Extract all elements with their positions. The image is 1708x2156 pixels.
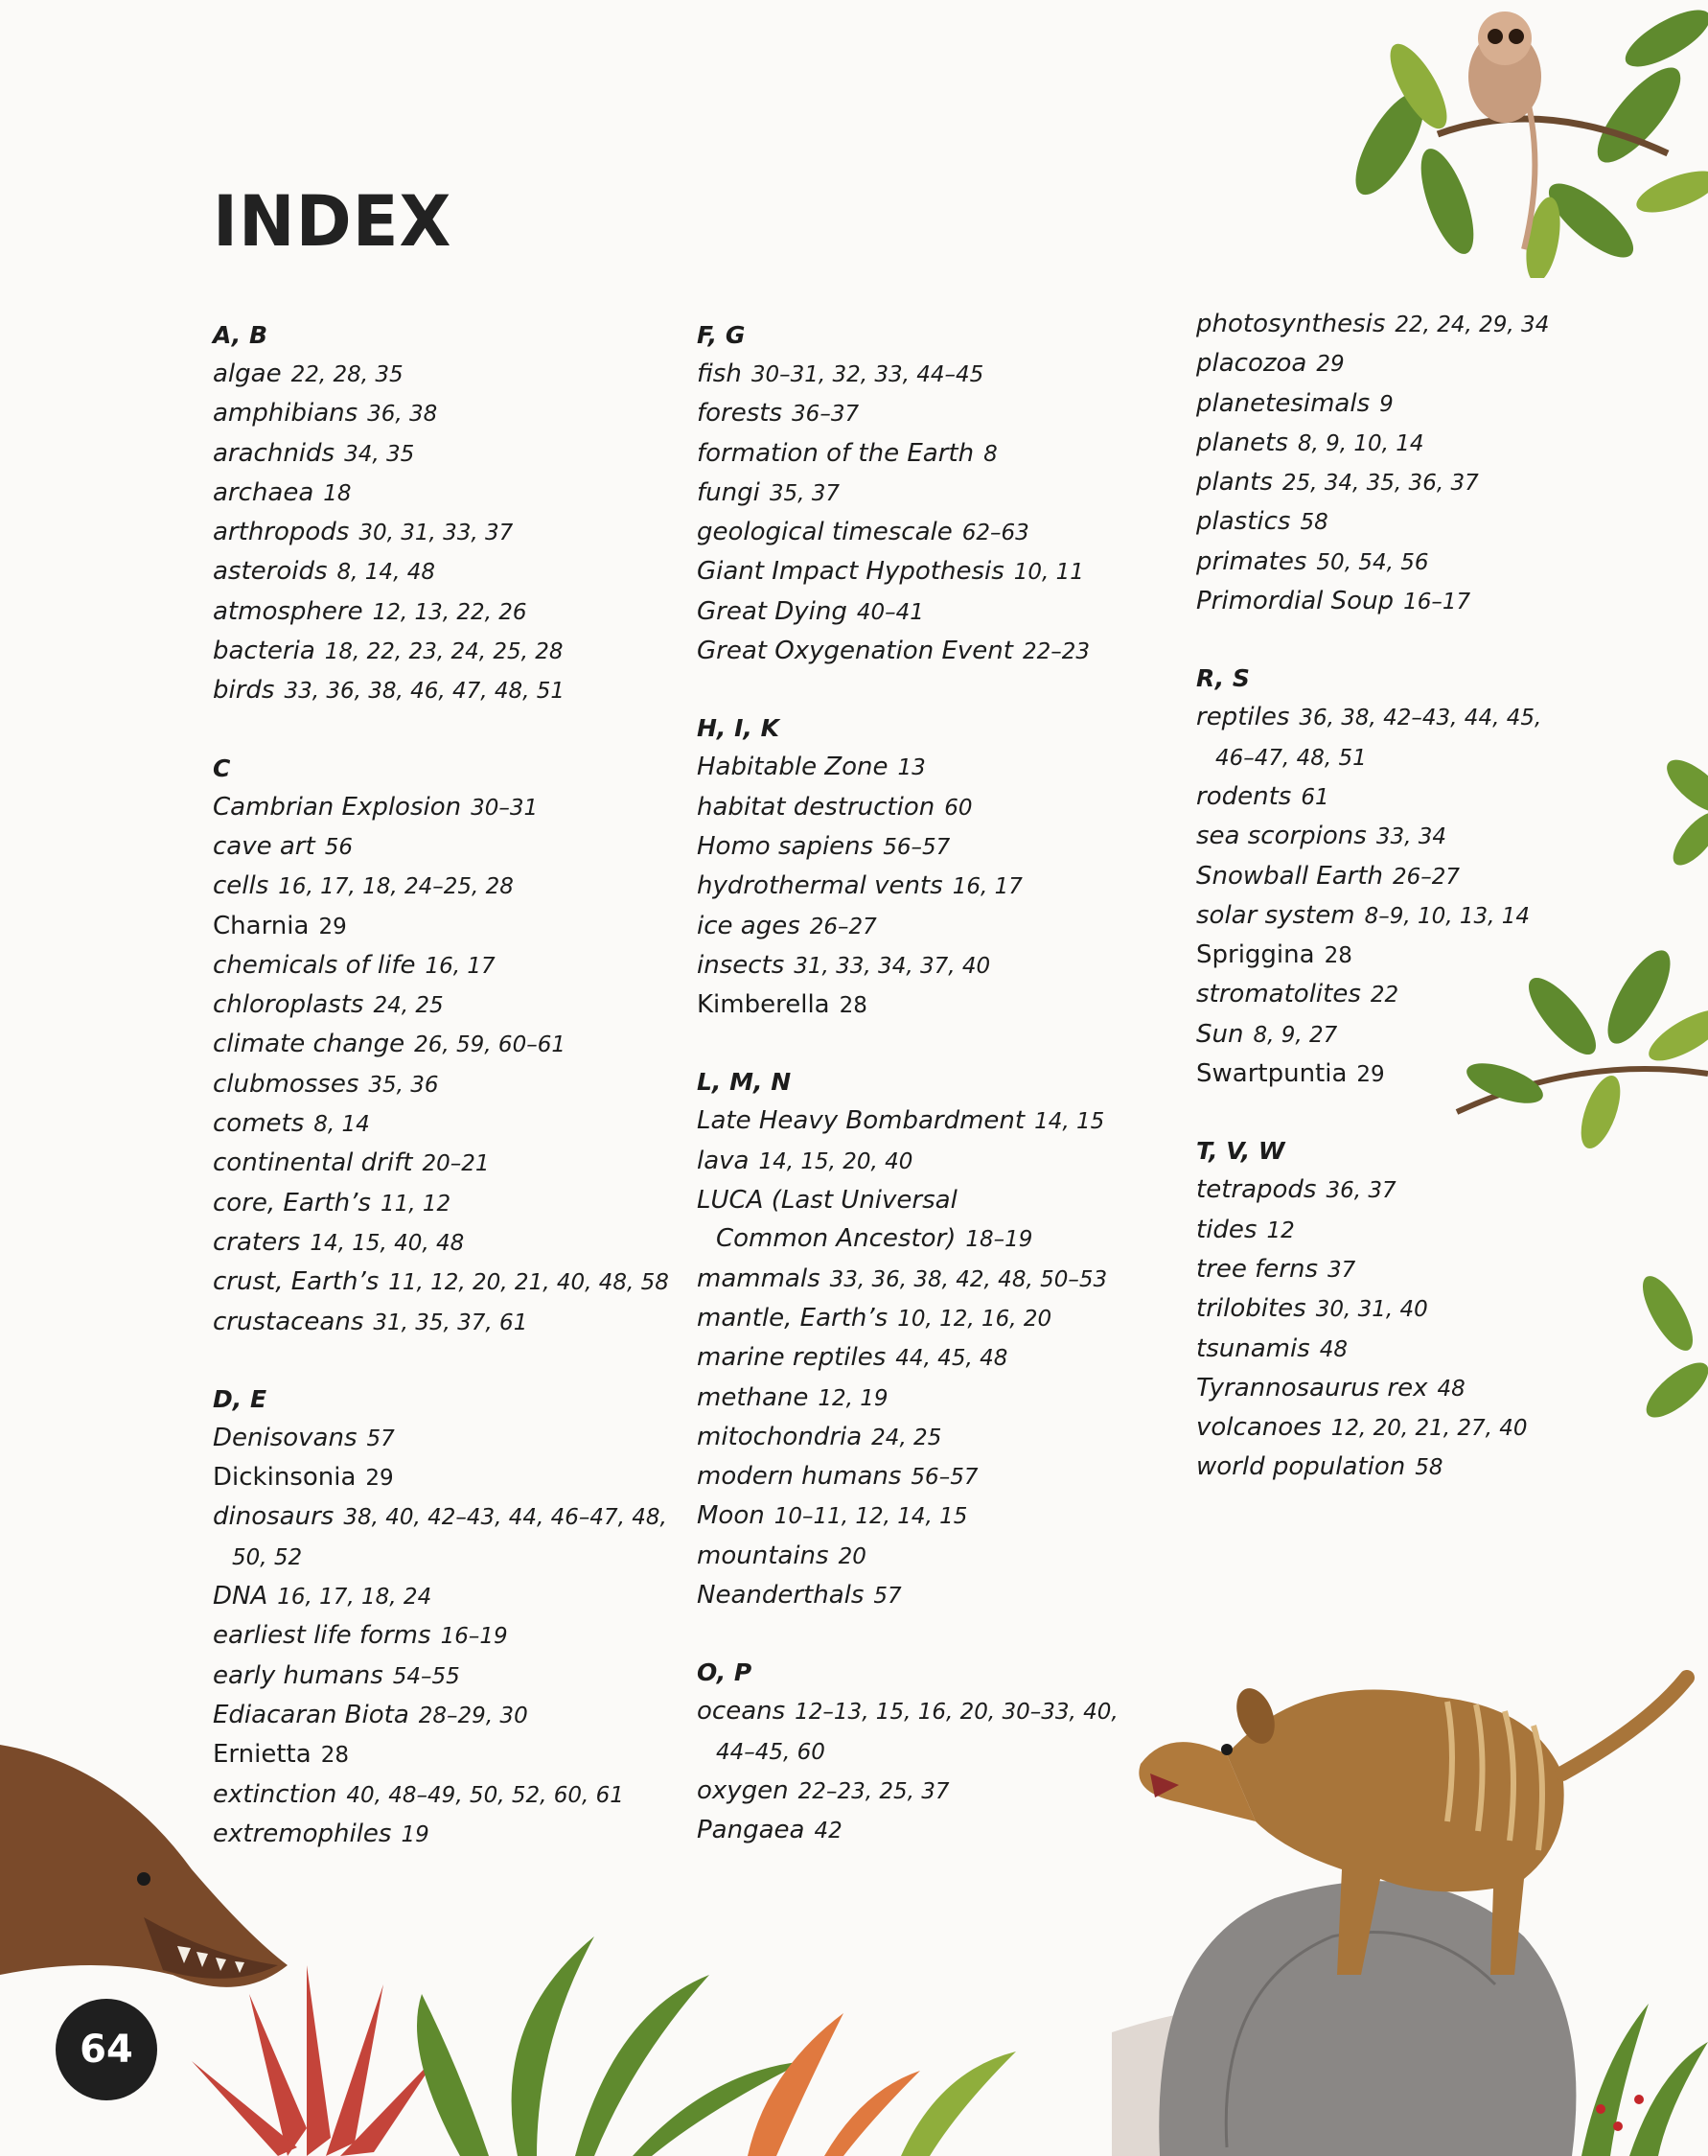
entry-term: early humans	[213, 1660, 383, 1690]
index-entry	[213, 907, 711, 946]
entry-term: lava	[697, 1146, 750, 1175]
index-entry	[1196, 384, 1695, 424]
index-entry	[213, 552, 711, 591]
index-section	[697, 1063, 1195, 1615]
entry-term: dinosaurs	[213, 1502, 335, 1532]
index-entry	[697, 1219, 1195, 1259]
index-entry	[213, 1263, 711, 1302]
grass-bottom-right	[1572, 1965, 1708, 2156]
entry-term: hydrothermal vents	[697, 871, 943, 901]
index-entry	[697, 552, 1195, 591]
entry-pages: 9	[1379, 391, 1394, 417]
entry-pages: 22–23	[1022, 639, 1090, 665]
entry-term: climate change	[213, 1030, 405, 1059]
entry-pages: 40–41	[856, 599, 924, 625]
entry-pages: 37	[1327, 1257, 1356, 1283]
index-entry	[1196, 1211, 1695, 1250]
index-entry	[213, 1497, 711, 1537]
index-entry	[697, 748, 1195, 787]
index-entry	[213, 1616, 711, 1656]
index-entry	[697, 867, 1195, 906]
entry-pages: 16, 17	[425, 953, 496, 979]
index-entry	[1196, 424, 1695, 463]
entry-term: mitochondria	[697, 1422, 863, 1451]
entry-term: Late Heavy Bombardment	[697, 1106, 1026, 1136]
entry-term: plants	[1196, 468, 1273, 498]
entry-pages: 10, 11	[1013, 560, 1084, 586]
page-number-badge: 64	[56, 1999, 157, 2100]
entry-term: earliest life forms	[213, 1621, 431, 1651]
entry-term: mountains	[697, 1541, 829, 1570]
entry-term: methane	[697, 1382, 809, 1412]
index-entry	[1196, 817, 1695, 856]
entry-term: Tyrannosaurus rex	[1196, 1373, 1428, 1403]
index-entry	[213, 1025, 711, 1064]
index-entry	[213, 394, 711, 433]
index-entry	[697, 1418, 1195, 1457]
leaf-cluster-right-3	[1610, 1265, 1708, 1438]
index-entry	[1196, 1448, 1695, 1487]
entry-term: planetesimals	[1196, 388, 1371, 418]
entry-pages: 22–23, 25, 37	[797, 1778, 950, 1804]
index-entry	[1196, 1171, 1695, 1210]
index-entry	[697, 827, 1195, 867]
entry-term: Pangaea	[697, 1816, 805, 1845]
index-entry	[213, 1458, 711, 1497]
section-heading: F, G	[697, 321, 746, 349]
entry-pages: 38, 40, 42–43, 44, 46–47, 48,	[343, 1505, 667, 1531]
entry-term: oceans	[697, 1697, 786, 1727]
entry-pages: 30–31, 32, 33, 44–45	[750, 362, 984, 387]
section-heading: A, B	[213, 321, 268, 349]
entry-term: modern humans	[697, 1462, 902, 1492]
index-section	[1196, 305, 1695, 621]
entry-term: craters	[213, 1227, 301, 1257]
entry-term: comets	[213, 1109, 305, 1139]
index-entry	[213, 1577, 711, 1616]
entry-pages: 50, 52	[232, 1544, 303, 1570]
index-entry	[213, 1144, 711, 1183]
index-entry	[697, 1379, 1195, 1418]
index-entry	[697, 1260, 1195, 1299]
entry-pages: 18, 22, 23, 24, 25, 28	[324, 639, 564, 665]
entry-term: placozoa	[1196, 349, 1307, 379]
index-entry	[697, 788, 1195, 827]
entry-term: trilobites	[1196, 1294, 1306, 1324]
entry-pages: 18	[323, 480, 352, 506]
entry-pages: 33, 36, 38, 42, 48, 50–53	[829, 1266, 1108, 1292]
entry-term: amphibians	[213, 399, 358, 429]
plant-foliage-bottom	[173, 1879, 1093, 2156]
entry-term: atmosphere	[213, 596, 363, 626]
entry-pages: 28–29, 30	[418, 1703, 528, 1728]
index-entry	[697, 434, 1195, 474]
index-entry	[697, 985, 1195, 1025]
index-entry	[697, 1142, 1195, 1181]
entry-pages: 18–19	[965, 1227, 1033, 1253]
index-entry	[213, 1419, 711, 1458]
entry-pages: 58	[1415, 1455, 1443, 1481]
index-entry	[697, 1496, 1195, 1536]
entry-term: world population	[1196, 1452, 1406, 1482]
index-entry	[213, 513, 711, 552]
entry-pages: 34, 35	[344, 441, 415, 467]
entry-pages: 22, 24, 29, 34	[1395, 313, 1550, 337]
index-entry	[697, 1338, 1195, 1378]
entry-term: arthropods	[213, 518, 350, 547]
entry-term: Snowball Earth	[1196, 861, 1384, 891]
entry-term: mantle, Earth’s	[697, 1303, 889, 1333]
entry-pages: 57	[366, 1426, 395, 1451]
entry-pages: 14, 15, 40, 48	[310, 1230, 465, 1256]
section-heading: T, V, W	[1196, 1137, 1285, 1166]
entry-pages: 36, 38	[367, 402, 438, 428]
entry-pages: 11, 12	[380, 1191, 451, 1217]
section-heading: C	[213, 753, 231, 782]
entry-term: Ernietta	[213, 1740, 312, 1770]
index-entry	[213, 1104, 711, 1144]
index-entry	[213, 671, 711, 710]
entry-pages: 20	[838, 1543, 866, 1569]
entry-term: extinction	[213, 1779, 337, 1809]
entry-term: Spriggina	[1196, 940, 1315, 970]
entry-term: tetrapods	[1196, 1175, 1317, 1205]
entry-term: DNA	[213, 1582, 268, 1611]
entry-pages: 22	[1370, 983, 1399, 1008]
index-entry	[1196, 344, 1695, 383]
entry-term: photosynthesis	[1196, 310, 1386, 338]
leaf-cluster-right-1	[1649, 748, 1708, 872]
entry-term: cells	[213, 871, 269, 901]
entry-pages: 61	[1301, 784, 1329, 810]
index-section	[213, 750, 711, 1342]
index-entry	[697, 1101, 1195, 1141]
entry-term: ice ages	[697, 911, 800, 940]
entry-term: Great Dying	[697, 596, 847, 626]
index-entry	[213, 474, 711, 513]
entry-term: plastics	[1196, 507, 1291, 537]
tarsier-illustration	[1351, 0, 1708, 278]
entry-term: planets	[1196, 428, 1288, 457]
entry-pages: 16–17	[1403, 590, 1471, 615]
index-section	[697, 316, 1195, 671]
entry-pages: 11, 12, 20, 21, 40, 48, 58	[388, 1270, 669, 1296]
entry-pages: 16, 17, 18, 24–25, 28	[278, 874, 514, 900]
index-entry	[1196, 777, 1695, 817]
index-entry	[213, 946, 711, 985]
entry-term: primates	[1196, 546, 1307, 576]
entry-term: Denisovans	[213, 1423, 358, 1452]
entry-pages: 40, 48–49, 50, 52, 60, 61	[346, 1782, 624, 1808]
entry-pages: 30–31	[471, 795, 539, 821]
index-section	[697, 709, 1195, 1025]
entry-term: chloroplasts	[213, 990, 364, 1020]
index-entry	[213, 1223, 711, 1263]
index-entry	[697, 474, 1195, 513]
index-entry	[1196, 463, 1695, 502]
entry-term: Homo sapiens	[697, 831, 874, 861]
entry-term: volcanoes	[1196, 1413, 1322, 1443]
entry-pages: 35, 37	[769, 480, 840, 506]
entry-pages: 28	[1324, 943, 1352, 969]
entry-pages: 60	[944, 795, 973, 821]
index-entry	[213, 434, 711, 474]
index-entry	[1196, 543, 1695, 582]
entry-term: tsunamis	[1196, 1333, 1310, 1363]
entry-pages: 56–57	[911, 1465, 979, 1491]
leaf-cluster-right-2	[1447, 939, 1708, 1150]
entry-pages: 30, 31, 33, 37	[358, 521, 514, 546]
index-entry	[213, 355, 711, 394]
entry-pages: 13	[897, 755, 926, 781]
entry-pages: 8–9, 10, 13, 14	[1364, 903, 1530, 929]
entry-pages: 56–57	[883, 834, 951, 860]
entry-term: birds	[213, 676, 275, 706]
index-entry	[697, 1181, 1195, 1219]
index-entry	[1196, 582, 1695, 621]
entry-pages: 54–55	[392, 1663, 460, 1689]
entry-term: extremophiles	[213, 1819, 392, 1848]
entry-pages: 30, 31, 40	[1315, 1297, 1428, 1323]
entry-pages: 8, 14, 48	[336, 560, 435, 586]
entry-pages: 8	[983, 441, 998, 467]
entry-term: crust, Earth’s	[213, 1267, 380, 1297]
index-entry	[697, 1299, 1195, 1338]
entry-term: chemicals of life	[213, 950, 416, 980]
entry-term: reptiles	[1196, 703, 1290, 732]
entry-pages: 28	[320, 1743, 349, 1769]
index-entry	[697, 394, 1195, 433]
index-entry	[213, 827, 711, 867]
entry-pages: 12, 19	[818, 1385, 889, 1411]
section-heading: R, S	[1196, 664, 1250, 693]
index-entry	[213, 1184, 711, 1223]
entry-pages: 12	[1266, 1217, 1295, 1243]
index-entry	[697, 1457, 1195, 1496]
index-entry	[1196, 305, 1695, 344]
entry-term: tides	[1196, 1215, 1258, 1244]
entry-term: fish	[697, 359, 742, 388]
entry-term: habitat destruction	[697, 792, 935, 822]
entry-pages: 8, 14	[313, 1112, 370, 1138]
entry-pages: 31, 35, 37, 61	[373, 1310, 528, 1335]
entry-term: asteroids	[213, 557, 328, 587]
entry-term: archaea	[213, 477, 314, 507]
entry-term: insects	[697, 950, 785, 980]
index-entry	[213, 1065, 711, 1104]
entry-pages: 58	[1300, 510, 1328, 536]
entry-term: crustaceans	[213, 1307, 364, 1336]
entry-pages: 28	[839, 993, 867, 1019]
entry-term: fungi	[697, 477, 760, 507]
index-entry	[213, 1303, 711, 1342]
entry-term: arachnids	[213, 438, 335, 468]
entry-pages: 24, 25	[373, 993, 444, 1019]
entry-term: Swartpuntia	[1196, 1059, 1348, 1089]
entry-term: Cambrian Explosion	[213, 792, 462, 822]
entry-term: stromatolites	[1196, 980, 1361, 1009]
index-entry	[213, 985, 711, 1025]
entry-pages: 16, 17	[952, 874, 1023, 900]
index-entry	[1196, 738, 1695, 777]
entry-pages: 48	[1437, 1376, 1466, 1402]
entry-pages: 29	[1356, 1062, 1385, 1088]
section-heading: L, M, N	[697, 1068, 792, 1097]
entry-pages: 29	[365, 1466, 394, 1492]
entry-pages: 14, 15, 20, 40	[758, 1148, 913, 1174]
entry-term: Kimberella	[697, 990, 830, 1020]
entry-pages: 8, 9, 10, 14	[1297, 430, 1424, 456]
entry-term: Common Ancestor)	[716, 1224, 957, 1254]
entry-pages: 22, 28, 35	[290, 362, 404, 387]
entry-term: solar system	[1196, 900, 1355, 930]
entry-term: rodents	[1196, 781, 1292, 811]
entry-pages: 10, 12, 16, 20	[897, 1306, 1052, 1332]
entry-pages: 26–27	[809, 914, 877, 939]
section-heading: D, E	[213, 1384, 267, 1413]
entry-pages: 10–11, 12, 14, 15	[773, 1504, 968, 1530]
entry-pages: 33, 36, 38, 46, 47, 48, 51	[284, 679, 565, 705]
entry-term: Charnia	[213, 911, 310, 940]
index-column-1	[213, 316, 711, 1892]
entry-term: Habitable Zone	[697, 753, 889, 782]
entry-pages: 44, 45, 48	[895, 1346, 1008, 1372]
page-title: INDEX	[213, 179, 452, 264]
index-entry	[697, 632, 1195, 671]
entry-pages: 36–37	[792, 402, 860, 428]
entry-pages: 12, 20, 21, 27, 40	[1330, 1416, 1528, 1442]
entry-term: oxygen	[697, 1775, 789, 1805]
entry-term: marine reptiles	[697, 1343, 887, 1373]
entry-pages: 8, 9, 27	[1253, 1022, 1338, 1048]
entry-pages: 26–27	[1393, 864, 1461, 890]
entry-term: continental drift	[213, 1148, 413, 1178]
index-entry	[1196, 698, 1695, 737]
entry-pages: 44–45, 60	[716, 1739, 825, 1765]
entry-pages: 24, 25	[871, 1425, 942, 1450]
entry-term: core, Earth’s	[213, 1188, 371, 1217]
entry-pages: 48	[1319, 1336, 1349, 1362]
entry-term: mammals	[697, 1263, 820, 1293]
index-entry	[697, 592, 1195, 632]
entry-term: Dickinsonia	[213, 1463, 357, 1493]
entry-pages: 26, 59, 60–61	[414, 1032, 565, 1058]
entry-term: cave art	[213, 831, 315, 861]
section-heading: H, I, K	[697, 714, 779, 743]
entry-pages: 14, 15	[1034, 1109, 1105, 1135]
entry-pages: 29	[318, 914, 347, 939]
entry-pages: 62–63	[961, 521, 1029, 546]
index-entry	[1196, 896, 1695, 936]
entry-term: tree ferns	[1196, 1254, 1319, 1284]
entry-term: clubmosses	[213, 1069, 359, 1099]
index-section	[213, 316, 711, 711]
entry-pages: 16, 17, 18, 24	[277, 1585, 432, 1611]
index-entry	[1196, 502, 1695, 542]
section-heading: O, P	[697, 1658, 752, 1687]
index-entry	[1196, 857, 1695, 896]
entry-term: Giant Impact Hypothesis	[697, 557, 1004, 587]
entry-pages: 36, 37	[1326, 1178, 1396, 1204]
index-entry	[213, 632, 711, 671]
index-entry	[213, 592, 711, 632]
entry-pages: 12, 13, 22, 26	[372, 599, 527, 625]
entry-pages: 20–21	[422, 1151, 490, 1177]
entry-term: Sun	[1196, 1019, 1244, 1049]
entry-pages: 19	[401, 1821, 429, 1847]
entry-pages: 33, 34	[1375, 824, 1446, 850]
index-entry	[697, 946, 1195, 985]
index-entry	[697, 513, 1195, 552]
entry-term: geological timescale	[697, 518, 953, 547]
entry-pages: 31, 33, 34, 37, 40	[794, 953, 991, 979]
entry-pages: 25, 34, 35, 36, 37	[1281, 471, 1479, 497]
index-entry	[697, 907, 1195, 946]
entry-pages: 46–47, 48, 51	[1215, 745, 1367, 771]
entry-pages: 16–19	[440, 1624, 508, 1650]
entry-pages: 56	[324, 834, 353, 860]
entry-term: algae	[213, 359, 282, 388]
entry-pages: 35, 36	[368, 1072, 439, 1098]
entry-term: bacteria	[213, 637, 315, 666]
entry-pages: 29	[1316, 352, 1345, 378]
entry-term: sea scorpions	[1196, 822, 1367, 851]
index-entry	[213, 788, 711, 827]
entry-term: Primordial Soup	[1196, 587, 1395, 616]
entry-term: forests	[697, 399, 783, 429]
entry-term: Great Oxygenation Event	[697, 637, 1013, 666]
entry-term: Moon	[697, 1501, 765, 1531]
entry-term: Ediacaran Biota	[213, 1700, 409, 1729]
entry-pages: 36, 38, 42–43, 44, 45,	[1299, 706, 1542, 731]
entry-pages: 50, 54, 56	[1316, 549, 1429, 575]
entry-term: Neanderthals	[697, 1581, 865, 1611]
entry-term: formation of the Earth	[697, 438, 975, 468]
entry-pages: 57	[873, 1584, 902, 1610]
entry-pages: 42	[814, 1819, 842, 1844]
index-entry	[697, 355, 1195, 394]
index-entry	[213, 1538, 711, 1577]
entry-pages: 12–13, 15, 16, 20, 30–33, 40,	[795, 1700, 1119, 1726]
entry-term: LUCA (Last Universal	[697, 1186, 958, 1216]
index-entry	[213, 1657, 711, 1696]
index-entry	[213, 867, 711, 906]
